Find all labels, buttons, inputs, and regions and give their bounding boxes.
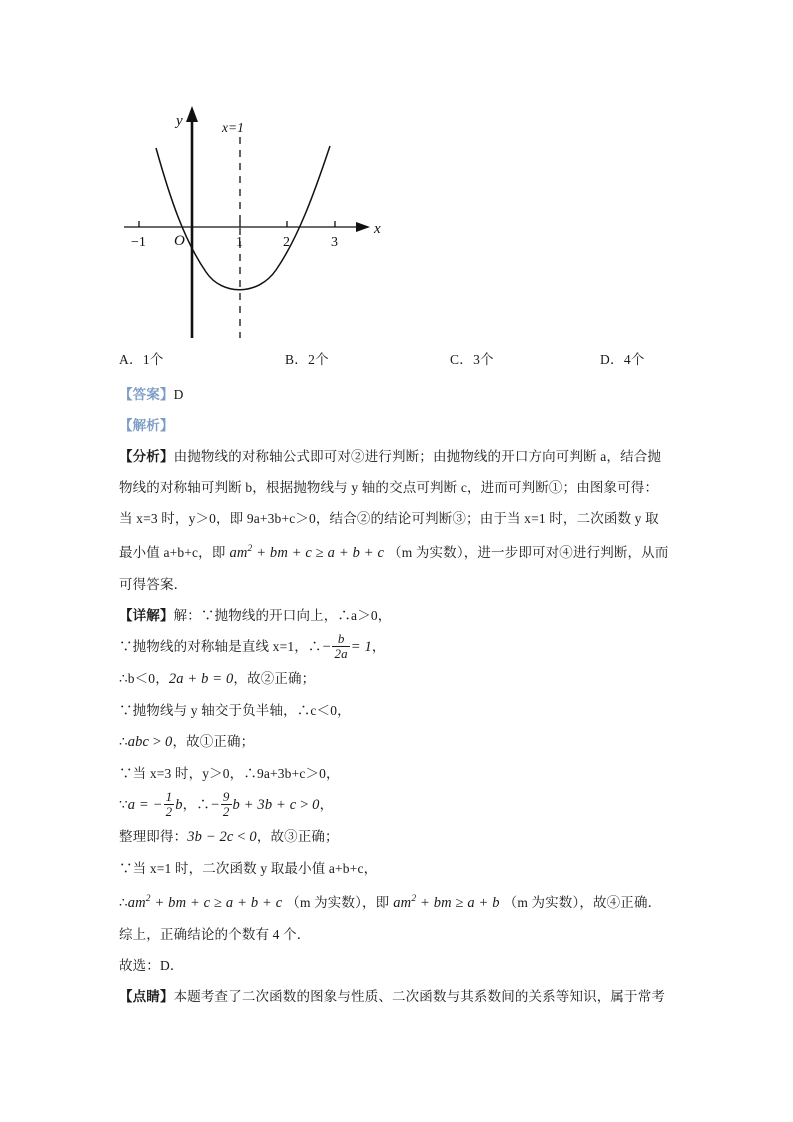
detail-text-7-post: ， (319, 796, 334, 812)
formula-abc-gt-0: abc > 0 (127, 733, 173, 750)
origin-label: O (174, 233, 185, 249)
detail-text-4: ∵抛物线与 y 轴交于负半轴，∴c＜0， (119, 702, 351, 718)
option-d[interactable]: D．4个 (600, 352, 645, 367)
analysis-line-6 (119, 569, 679, 600)
formula-2a-plus-b: 2a + b = 0 (168, 670, 234, 687)
parabola-svg (118, 100, 418, 350)
formula-am2-bm-c-geq: $am^2$ + bm + c ≥ a + b + c (229, 544, 385, 561)
x-axis-label: x (374, 221, 381, 237)
analysis-text-4: 最小值 a+b+c，即 (119, 544, 226, 560)
detail-line-5 (119, 726, 679, 758)
y-axis (186, 106, 198, 338)
formula-minus-9-2-b: − $\frac{9}{2}$ b + 3b + c > 0 (209, 788, 320, 819)
analysis-text-2: 物线的对称轴可判断 b，根据抛物线与 y 轴的交点可判断 c，进而可判断①；由图象可得： (119, 480, 659, 495)
option-a[interactable]: A．1个 (119, 352, 164, 367)
tick-label-2: 2 (283, 235, 290, 250)
detail-text-3-post: ，故②正确； (233, 670, 316, 686)
analysis-line-4 (119, 534, 679, 569)
detail-text-10: ∴ (119, 894, 128, 910)
formula-am2-bm-c-geq-abc: $am^2$ + bm + c ≥ a + b + c (127, 893, 283, 911)
detail-text-9: ∵当 x=1 时，二次函数 y 取最小值 a+b+c， (119, 860, 378, 876)
detail-text-8-post: ，故③正确； (256, 828, 339, 844)
detail-text-10-mid: 即 (375, 894, 390, 910)
parabola-figure (118, 100, 418, 350)
detail-text-12: 故选：D． (119, 957, 184, 973)
detail-text-2-post: ， (371, 638, 386, 654)
detail-text-10-post: 故④正确． (593, 894, 662, 910)
detail-line-4 (119, 695, 679, 726)
formula-minus-b-over-2a: − $\frac{b}{2a}$ = 1 (321, 630, 372, 661)
answer-value: D (173, 387, 184, 402)
detail-text-1: 解：∵抛物线的开口向上，∴a＞0， (173, 607, 392, 623)
explanation-tag: 【解析】 (119, 418, 174, 433)
detail-line-8 (119, 821, 679, 853)
symmetry-line-label: x=1 (222, 120, 244, 135)
detail-text-5: ∴ (119, 733, 128, 749)
analysis-line-2 (119, 472, 679, 503)
tick-label-3: 3 (331, 235, 338, 250)
keypoint-tag: 【点睛】 (119, 988, 174, 1004)
tick-label-neg1: −1 (131, 235, 146, 250)
x-axis (124, 222, 370, 232)
detail-text-8: 整理即得： (119, 828, 188, 844)
detail-line-11 (119, 919, 679, 950)
answer-tag: 【答案】 (119, 387, 174, 402)
detail-text-11: 综上，正确结论的个数有 4 个． (119, 926, 311, 942)
analysis-line-3 (119, 503, 679, 534)
formula-a-eq-minus-half-b: a = − $\frac{1}{2}$ b (127, 788, 183, 819)
detail-tag: 【详解】 (119, 607, 174, 623)
detail-line-3 (119, 663, 679, 695)
detail-text-10-paren2: （m 为实数）， (503, 894, 593, 910)
explanation-line (119, 410, 679, 441)
option-c[interactable]: C．3个 (450, 352, 494, 367)
answer-line (119, 379, 679, 410)
solution-body (119, 379, 679, 1012)
analysis-line-1 (119, 441, 679, 472)
detail-line-6 (119, 758, 679, 789)
detail-text-7-mid: ，∴ (182, 796, 210, 812)
detail-text-5-post: ，故①正确； (172, 733, 255, 749)
option-b[interactable]: B．2个 (285, 352, 329, 367)
formula-am2-bm-geq-ab: $am^2$ + bm ≥ a + b (393, 893, 500, 911)
detail-text-10-paren1: （m 为实数）， (286, 894, 376, 910)
detail-line-7 (119, 789, 679, 821)
formula-3b-minus-2c: 3b − 2c < 0 (187, 828, 257, 845)
detail-line-9 (119, 853, 679, 884)
y-axis-label: y (176, 113, 183, 129)
detail-line-2 (119, 631, 679, 663)
parabola-curve (156, 146, 330, 290)
detail-line-1 (119, 600, 679, 631)
answer-options-row (119, 350, 679, 372)
keypoint-text: 本题考查了二次函数的图象与性质、二次函数与其系数间的关系等知识，属于常考 (173, 988, 666, 1004)
detail-line-10 (119, 884, 679, 919)
analysis-tag: 【分析】 (119, 449, 174, 464)
tick-label-1: 1 (236, 235, 243, 250)
detail-text-3: ∴b＜0， (119, 670, 169, 686)
analysis-text-6: 可得答案． (119, 576, 188, 592)
detail-text-6: ∵当 x=3 时，y＞0，∴9a+3b+c＞0， (119, 765, 340, 781)
analysis-text-3: 当 x=3 时，y＞0，即 9a+3b+c＞0，结合②的结论可判断③；由于当 x=1 时，二次函数 y 取 (119, 511, 659, 526)
x-axis-ticks (139, 221, 335, 227)
detail-text-2: ∵抛物线的对称轴是直线 x=1，∴ (119, 638, 322, 654)
detail-line-12 (119, 950, 679, 981)
keypoint-line (119, 981, 679, 1012)
analysis-text-1: 由抛物线的对称轴公式即可对②进行判断；由抛物线的开口方向可判断 a，结合抛 (173, 449, 662, 464)
analysis-text-5: （m 为实数），进一步即可对④进行判断，从而 (388, 544, 669, 560)
detail-text-7: ∵ (119, 796, 128, 812)
